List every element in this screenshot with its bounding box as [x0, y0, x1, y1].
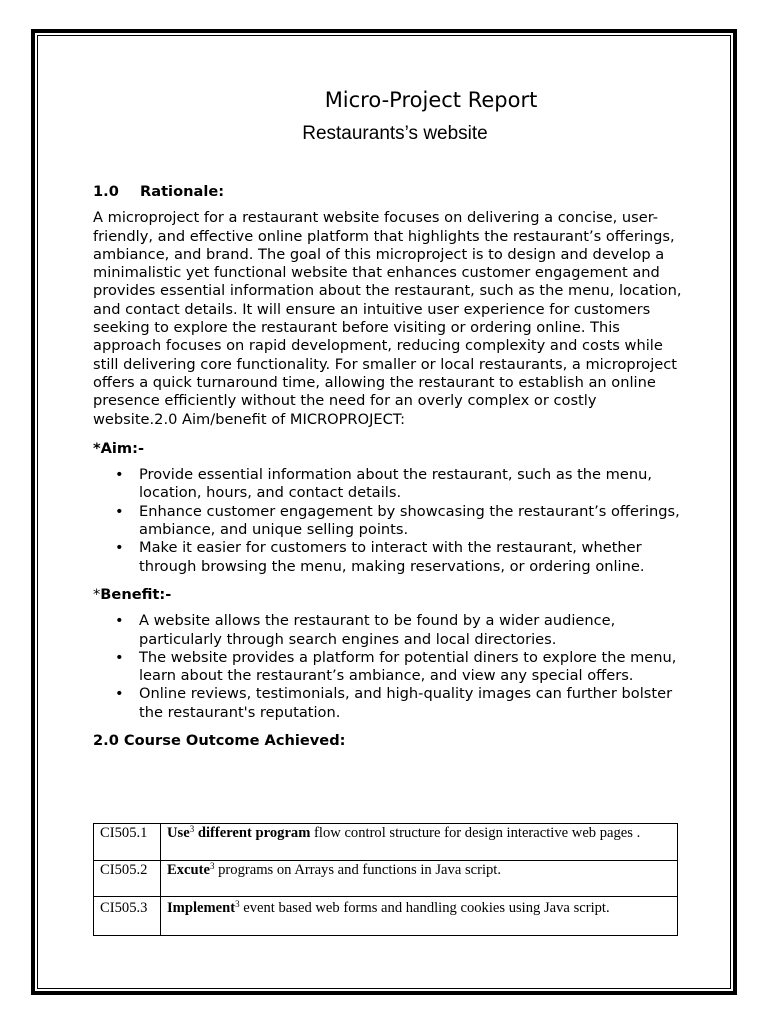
- table-row: [94, 861, 678, 897]
- outcome-heading: 2.0 Course Outcome Achieved:: [93, 732, 346, 750]
- page-subtitle: Restaurants’s website: [302, 123, 488, 144]
- outcome-level: 3: [235, 899, 240, 909]
- outcome-text: flow control structure for design interactive web pages .: [310, 825, 641, 841]
- aim-list: [93, 466, 683, 576]
- outcome-text: event based web forms and handling cookies using Java script.: [239, 900, 610, 916]
- aim-heading: *Aim:-: [93, 439, 145, 457]
- list-item: • Enhance customer engagement by showcasing the restaurant’s offerings, ambiance, and unique selling points.: [93, 503, 683, 540]
- page-title: Micro-Project Report: [324, 88, 538, 112]
- outcome-level: 3: [189, 824, 195, 834]
- benefit-list: [93, 612, 683, 722]
- outcome-code: CI505.1: [94, 824, 161, 861]
- outcome-keyword: Excute: [167, 862, 210, 878]
- outcome-code: CI505.2: [94, 861, 161, 897]
- list-item: • A website allows the restaurant to be found by a wider audience, particularly through search engines and local directories.: [93, 612, 683, 649]
- document-body: [93, 86, 683, 750]
- outcome-code: CI505.3: [94, 897, 161, 936]
- rationale-heading-text: Rationale:: [140, 183, 225, 200]
- outcome-description: [161, 861, 678, 897]
- outcome-keyword: Implement: [167, 900, 236, 916]
- outcome-level: 3: [209, 861, 215, 871]
- benefit-heading-text: Benefit:-: [100, 585, 172, 603]
- outcome-text: programs on Arrays and functions in Java script.: [214, 862, 502, 878]
- outcome-description: [161, 897, 678, 936]
- benefit-star: *: [93, 585, 101, 603]
- list-item: • Provide essential information about the restaurant, such as the menu, location, hours, and contact details.: [93, 466, 683, 503]
- rationale-heading: [93, 183, 683, 201]
- outcome-table: [93, 823, 678, 936]
- list-item: • Make it easier for customers to interact with the restaurant, whether through browsing the menu, making reservations, or ordering online.: [93, 539, 683, 576]
- benefit-heading: [93, 586, 683, 604]
- outcome-keyword: Use: [167, 825, 190, 841]
- rationale-number: 1.0: [93, 183, 119, 200]
- outcome-description: [161, 824, 678, 861]
- outcome-keyword-extra: different program: [194, 825, 311, 841]
- list-item: • The website provides a platform for potential diners to explore the menu, learn about the restaurant’s ambiance, and view any special offers.: [93, 649, 683, 686]
- table-row: [94, 824, 678, 861]
- table-row: [94, 897, 678, 936]
- rationale-paragraph: A microproject for a restaurant website focuses on delivering a concise, user-friendly, and effective online platform that highlights the restaurant’s offerings, ambiance, and brand. The goal of this microproject is to design and develop a minimalistic yet functional website that enhances customer engagement and provides essential information about the restaurant, such as the menu, location, and contact details. It will ensure an intuitive user experience for customers seeking to explore the restaurant before visiting or ordering online. This approach focuses on rapid development, reducing complexity and costs while still delivering core functionality. For smaller or local restaurants, a microproject offers a quick turnaround time, allowing the restaurant to establish an online presence efficiently without the need for an overly complex or costly website.2.0 Aim/benefit of MICROPROJECT:: [93, 209, 682, 428]
- list-item: • Online reviews, testimonials, and high-quality images can further bolster the restaurant's reputation.: [93, 685, 683, 722]
